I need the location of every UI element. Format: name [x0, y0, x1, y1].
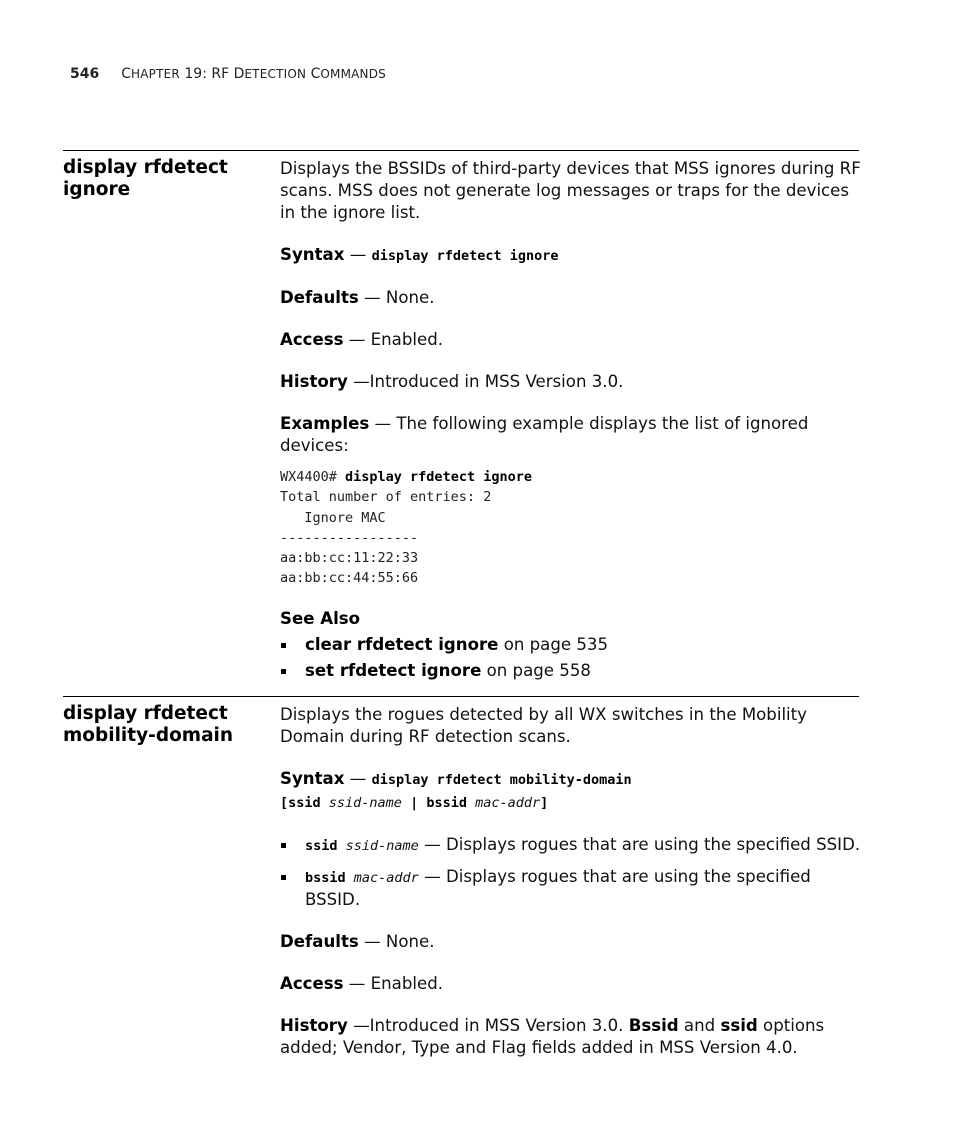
section-divider	[63, 150, 859, 151]
running-header	[70, 66, 386, 82]
param-bssid: bssid mac-addr — Displays rogues that are using the specified BSSID.	[280, 866, 865, 911]
parameter-list	[280, 834, 865, 911]
section-body-mobility-domain	[280, 704, 865, 1059]
example-code-block: WX4400# display rfdetect ignore Total number of entries: 2 Ignore MAC ----------------- aa:bb:cc:11:22:33 aa:bb:cc:44:55:66	[280, 469, 532, 587]
description: Displays the rogues detected by all WX switches in the Mobility Domain during RF detection scans.	[280, 705, 807, 746]
section-title-display-rfdetect-mobility-domain: display rfdetect mobility-domain	[63, 703, 234, 746]
param-ssid: ssid ssid-name — Displays rogues that are using the specified SSID.	[280, 834, 865, 857]
history-line: History —Introduced in MSS Version 3.0.	[280, 372, 624, 391]
access-line: Access — Enabled.	[280, 974, 444, 993]
syntax-line: Syntax — display rfdetect ignore	[280, 245, 559, 264]
history-line: History —Introduced in MSS Version 3.0. Bssid and ssid options added; Vendor, Type and Flag fields added in MSS Version 4.0.	[280, 1016, 825, 1057]
see-also-heading: See Also	[280, 608, 361, 628]
defaults-line: Defaults — None.	[280, 932, 435, 951]
page-number: 546	[70, 66, 100, 82]
see-also-link-clear-rfdetect-ignore[interactable]: clear rfdetect ignore on page 535	[280, 634, 865, 656]
section-divider	[63, 696, 859, 697]
examples-line: Examples — The following example displays the list of ignored devices:	[280, 414, 809, 455]
syntax-line: Syntax — display rfdetect mobility-domain [ssid ssid-name | bssid mac-addr]	[280, 769, 632, 811]
see-also-link-set-rfdetect-ignore[interactable]: set rfdetect ignore on page 558	[280, 660, 865, 682]
access-line: Access — Enabled.	[280, 330, 444, 349]
defaults-line: Defaults — None.	[280, 288, 435, 307]
chapter-title: CHAPTER 19: RF DETECTION COMMANDS	[121, 66, 386, 82]
section-title-display-rfdetect-ignore: display rfdetect ignore	[63, 157, 228, 200]
section-body-ignore	[280, 158, 865, 682]
see-also-list	[280, 634, 865, 682]
description: Displays the BSSIDs of third-party devices that MSS ignores during RF scans. MSS does not generate log messages or traps for the devices in the ignore list.	[280, 159, 861, 222]
